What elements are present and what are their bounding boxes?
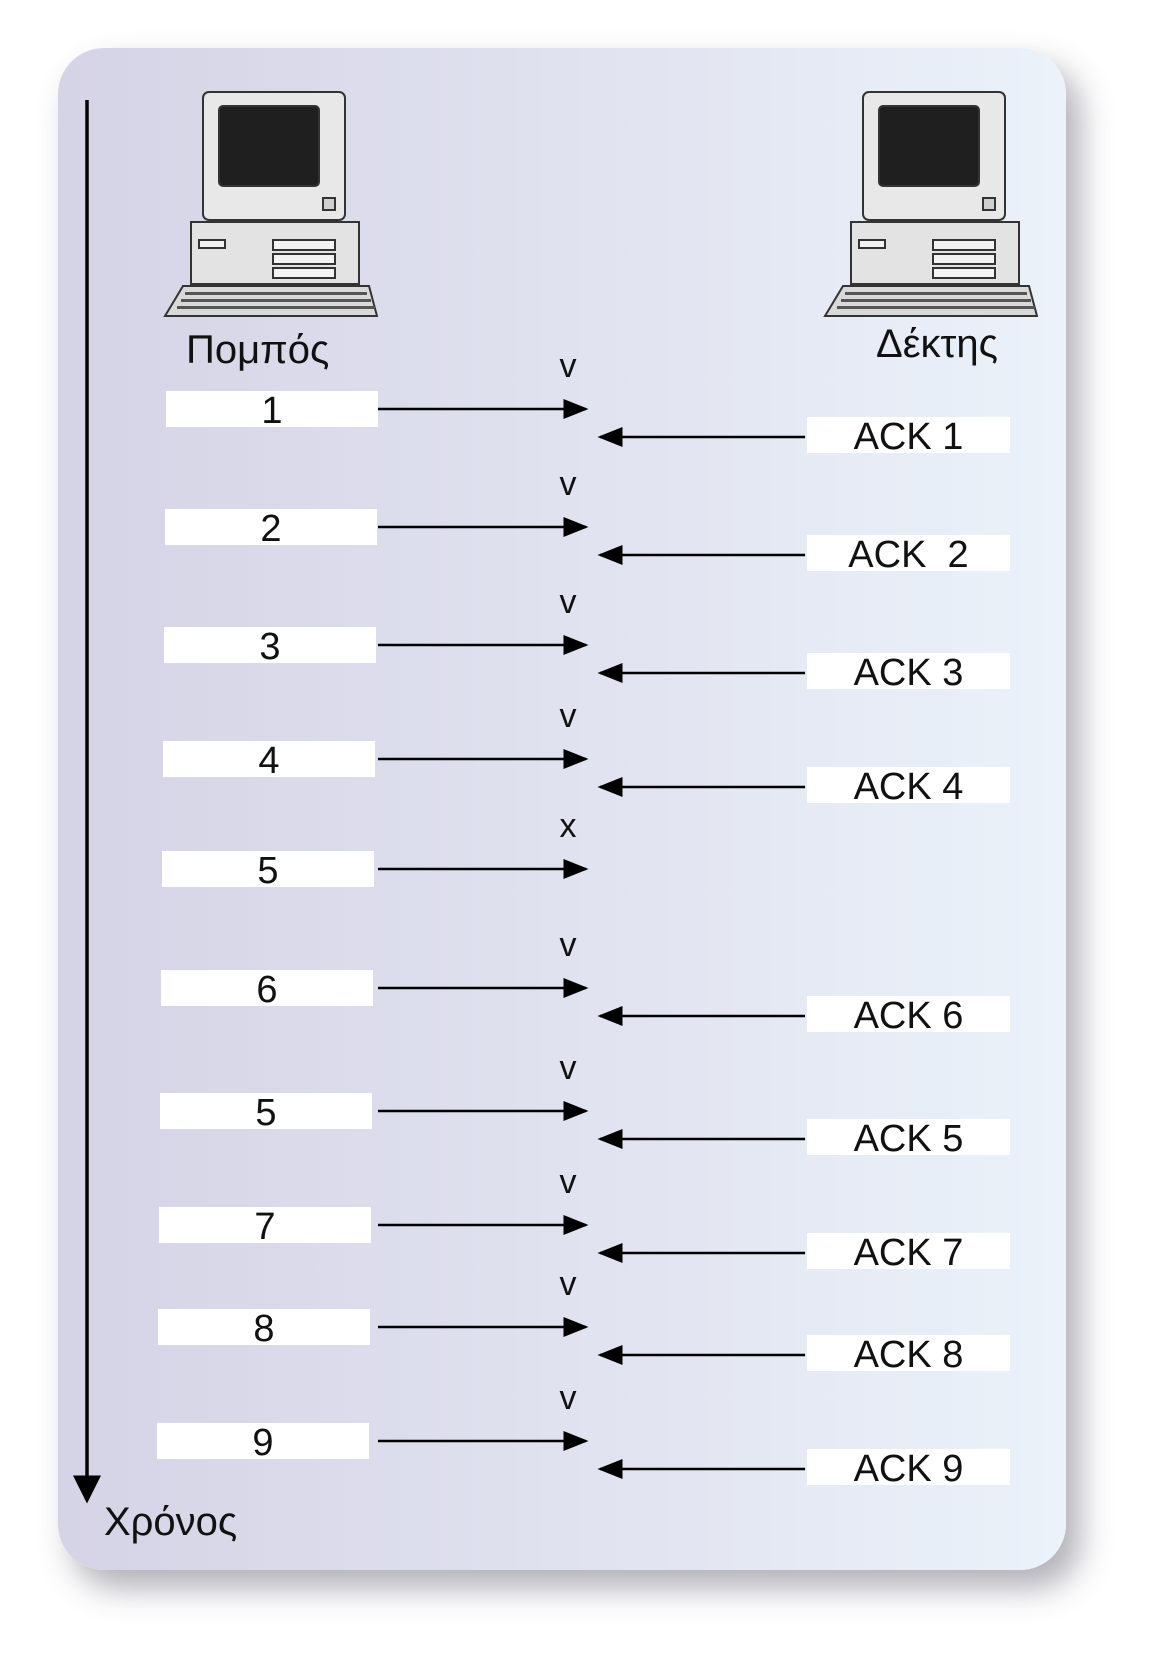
received-mark: v bbox=[559, 1265, 577, 1303]
ack-box-6: ACK 6 bbox=[807, 996, 1010, 1032]
time-label: Χρόνος bbox=[104, 1500, 238, 1544]
frame-box-4: 4 bbox=[163, 741, 375, 777]
frame-box-3: 3 bbox=[164, 627, 376, 663]
ack-box-4: ACK 4 bbox=[807, 767, 1010, 803]
frame-box-5: 5 bbox=[162, 851, 374, 887]
received-mark: v bbox=[559, 347, 577, 385]
sender-label: Πομπός bbox=[186, 328, 330, 372]
ack-box-10: ACK 9 bbox=[807, 1449, 1010, 1485]
received-mark: v bbox=[559, 465, 577, 503]
receiver-label: Δέκτης bbox=[876, 322, 998, 366]
frame-box-7: 5 bbox=[160, 1093, 372, 1129]
ack-box-3: ACK 3 bbox=[807, 653, 1010, 689]
frame-box-9: 8 bbox=[158, 1309, 370, 1345]
frame-box-1: 1 bbox=[166, 391, 378, 427]
received-mark: v bbox=[559, 697, 577, 735]
received-mark: v bbox=[559, 1163, 577, 1201]
frame-box-10: 9 bbox=[157, 1423, 369, 1459]
received-mark: v bbox=[559, 926, 577, 964]
frame-box-8: 7 bbox=[159, 1207, 371, 1243]
frame-box-2: 2 bbox=[165, 509, 377, 545]
received-mark: v bbox=[559, 1379, 577, 1417]
ack-box-9: ACK 8 bbox=[807, 1335, 1010, 1371]
ack-box-2: ACK 2 bbox=[807, 535, 1010, 571]
frame-box-6: 6 bbox=[161, 970, 373, 1006]
received-mark: v bbox=[559, 583, 577, 621]
ack-box-8: ACK 7 bbox=[807, 1233, 1010, 1269]
ack-box-7: ACK 5 bbox=[807, 1119, 1010, 1155]
received-mark: v bbox=[559, 1049, 577, 1087]
lost-mark: x bbox=[559, 807, 577, 845]
ack-box-1: ACK 1 bbox=[807, 417, 1010, 453]
